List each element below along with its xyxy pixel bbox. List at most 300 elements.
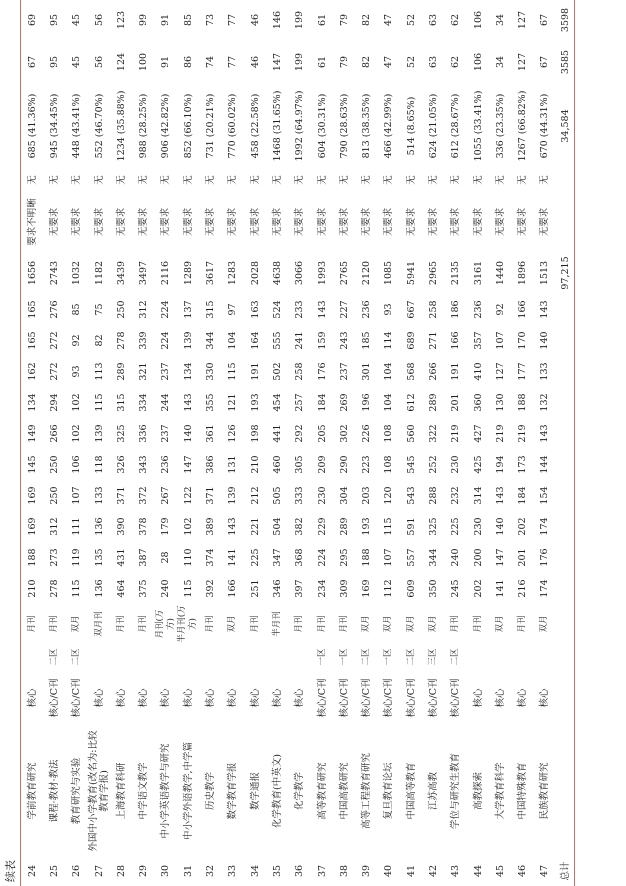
core-level: 核心 [26, 688, 38, 708]
count-percent: 945 (34.45%) [48, 93, 60, 159]
zone [289, 644, 311, 670]
mark: 无 [450, 175, 462, 185]
zone [155, 644, 177, 670]
year-count: 325 [427, 517, 439, 536]
zone [21, 644, 44, 670]
value-b: 199 [294, 10, 306, 30]
year-count: 169 [26, 486, 38, 505]
empty-cell [556, 670, 575, 726]
row-number: 32 [205, 864, 217, 878]
requirement: 无要求 [361, 207, 373, 237]
year-count: 224 [160, 300, 172, 319]
count-percent: 852 (66.10%) [182, 93, 194, 159]
empty-cell [556, 294, 575, 325]
journal-name: 大学教育科学 [494, 762, 506, 820]
requirement: 无要求 [249, 207, 261, 237]
table-row [422, 0, 444, 886]
table-row [110, 0, 132, 886]
frequency: 月刊 [294, 615, 305, 633]
value-b: 123 [115, 10, 127, 30]
year-count: 159 [316, 331, 328, 350]
year-count: 237 [160, 362, 172, 381]
requirement: 无要求 [427, 207, 439, 237]
core-level: 核心/C刊 [405, 678, 417, 718]
value-b: 63 [427, 13, 439, 27]
row-total: 1182 [93, 260, 105, 286]
value-a: 95 [48, 55, 60, 69]
year-count: 272 [48, 362, 60, 381]
year-count: 219 [494, 424, 506, 443]
row-total: 4638 [271, 260, 283, 286]
mark: 无 [316, 175, 328, 185]
value-a: 124 [115, 52, 127, 72]
value-b: 99 [138, 13, 150, 27]
year-count: 162 [26, 362, 38, 381]
mark: 无 [361, 175, 373, 185]
frequency: 双月 [361, 615, 372, 633]
value-b: 46 [249, 13, 261, 27]
frequency: 月刊 [26, 615, 37, 633]
year-count: 140 [494, 517, 506, 536]
count-percent: 813 (38.35%) [361, 93, 373, 159]
table-row [445, 0, 467, 886]
year-count: 193 [361, 517, 373, 536]
value-a: 74 [205, 55, 217, 69]
year-count: 113 [93, 362, 105, 381]
core-level: 核心 [182, 688, 194, 708]
count-percent: 552 (46.70%) [93, 93, 105, 159]
year-count: 464 [115, 579, 127, 598]
value-b: 73 [205, 13, 217, 27]
year-count: 360 [472, 393, 484, 412]
frequency: 月刊 [338, 615, 349, 633]
table-row [244, 0, 266, 886]
zone: 三区 [427, 648, 438, 666]
year-count: 143 [539, 300, 551, 319]
value-b: 45 [71, 13, 83, 27]
year-count: 106 [71, 455, 83, 474]
table-row [400, 0, 422, 886]
mark: 无 [539, 175, 551, 185]
journal-name: 中国特殊教育 [517, 762, 529, 820]
year-count: 201 [517, 548, 529, 567]
count-percent: 770 (60.02%) [227, 93, 239, 159]
year-count: 176 [539, 548, 551, 567]
year-count: 568 [405, 362, 417, 381]
year-count: 209 [316, 455, 328, 474]
row-total: 3161 [472, 260, 484, 286]
year-count: 240 [160, 579, 172, 598]
empty-cell [556, 511, 575, 542]
row-number: 27 [93, 864, 105, 878]
year-count: 115 [71, 579, 83, 598]
row-total: 1032 [71, 260, 83, 286]
year-count: 139 [227, 486, 239, 505]
journal-name: 化学教育(中英文) [271, 754, 283, 828]
row-number: 28 [115, 864, 127, 878]
row-total: 3497 [138, 260, 150, 286]
core-level: 核心/C刊 [450, 678, 462, 718]
table-row [199, 0, 221, 886]
year-count: 201 [450, 393, 462, 412]
year-count: 355 [205, 393, 217, 412]
year-count: 82 [93, 334, 105, 347]
year-count: 165 [26, 331, 38, 350]
count-percent: 336 (23.35%) [494, 93, 506, 159]
table-row [21, 0, 44, 886]
year-count: 97 [227, 303, 239, 316]
requirement: 无要求 [539, 207, 551, 237]
year-count: 427 [472, 424, 484, 443]
year-count: 557 [405, 548, 417, 567]
year-count: 111 [71, 517, 83, 536]
mark: 无 [205, 175, 217, 185]
table-row [88, 0, 110, 886]
value-a: 67 [539, 55, 551, 69]
year-count: 289 [338, 517, 350, 536]
year-count: 166 [227, 579, 239, 598]
year-count: 102 [182, 517, 194, 536]
year-count: 410 [472, 362, 484, 381]
journal-name: 高等教育研究 [316, 762, 328, 820]
year-count: 200 [472, 548, 484, 567]
value-a: 47 [383, 55, 395, 69]
year-count: 266 [48, 424, 60, 443]
year-count: 230 [472, 517, 484, 536]
core-level: 核心 [115, 688, 127, 708]
year-count: 186 [450, 300, 462, 319]
row-number: 47 [539, 864, 551, 878]
core-level: 核心 [472, 688, 484, 708]
year-count: 243 [338, 331, 350, 350]
year-count: 502 [271, 362, 283, 381]
table-row [222, 0, 244, 886]
year-count: 304 [338, 486, 350, 505]
zone [177, 644, 199, 670]
year-count: 191 [249, 362, 261, 381]
frequency: 月刊 [115, 615, 126, 633]
row-number: 35 [271, 864, 283, 878]
zone [244, 644, 266, 670]
year-count: 334 [138, 393, 150, 412]
value-a: 46 [249, 55, 261, 69]
year-count: 184 [316, 393, 328, 412]
zone [266, 644, 288, 670]
year-count: 141 [494, 579, 506, 598]
count-percent: 906 (42.82%) [160, 93, 172, 159]
empty-cell [556, 604, 575, 644]
year-count: 137 [182, 300, 194, 319]
year-count: 347 [271, 548, 283, 567]
year-count: 374 [205, 548, 217, 567]
count-percent: 612 (28.67%) [450, 93, 462, 159]
year-count: 164 [249, 331, 261, 350]
value-b: 95 [48, 13, 60, 27]
requirement: 无要求 [316, 207, 328, 237]
table-row [333, 0, 355, 886]
value-a: 82 [361, 55, 373, 69]
zone [132, 644, 154, 670]
core-level: 核心/C刊 [71, 678, 83, 718]
value-a: 34 [494, 55, 506, 69]
requirement: 无要求 [160, 207, 172, 237]
count-percent: 1267 (66.82%) [517, 90, 529, 162]
requirement: 无要求 [517, 207, 529, 237]
year-count: 368 [294, 548, 306, 567]
journal-name: 教育研究与实验 [71, 757, 83, 825]
value-a: 91 [160, 55, 172, 69]
value-a: 63 [427, 55, 439, 69]
empty-cell [556, 480, 575, 511]
count-percent: 514 (8.65%) [405, 96, 417, 156]
requirement: 无要求 [182, 207, 194, 237]
year-count: 289 [115, 362, 127, 381]
requirement: 无要求 [138, 207, 150, 237]
year-count: 194 [494, 455, 506, 474]
year-count: 139 [93, 424, 105, 443]
zone: 一区 [338, 648, 349, 666]
count-percent: 790 (28.63%) [338, 93, 350, 159]
year-count: 173 [517, 455, 529, 474]
table-body [21, 0, 575, 886]
year-count: 107 [494, 331, 506, 350]
year-count: 326 [115, 455, 127, 474]
row-number: 37 [316, 864, 328, 878]
journal-name: 数学通报 [249, 772, 261, 811]
year-count: 505 [271, 486, 283, 505]
journal-name: 中国高等教育 [405, 762, 417, 820]
value-b: 61 [316, 13, 328, 27]
year-count: 205 [316, 424, 328, 443]
value-a: 100 [138, 52, 150, 72]
year-count: 288 [427, 486, 439, 505]
year-count: 361 [205, 424, 217, 443]
year-count: 314 [472, 486, 484, 505]
row-number: 40 [383, 864, 395, 878]
year-count: 174 [539, 517, 551, 536]
row-total: 2135 [450, 260, 462, 286]
year-count: 294 [48, 393, 60, 412]
zone [222, 644, 244, 670]
requirement: 无要求 [494, 207, 506, 237]
frequency: 月刊 [450, 615, 461, 633]
core-level: 核心 [294, 688, 306, 708]
year-count: 188 [517, 393, 529, 412]
year-count: 163 [249, 300, 261, 319]
row-number: 31 [182, 864, 194, 878]
year-count: 237 [160, 424, 172, 443]
count-percent: 624 (21.05%) [427, 93, 439, 159]
year-count: 312 [138, 300, 150, 319]
year-count: 312 [48, 517, 60, 536]
frequency: 双月刊 [93, 611, 104, 637]
year-count: 237 [338, 362, 350, 381]
core-level: 核心/C刊 [427, 678, 439, 718]
year-count: 141 [227, 548, 239, 567]
frequency: 半月刊 [271, 611, 282, 637]
year-count: 612 [405, 393, 417, 412]
year-count: 198 [249, 424, 261, 443]
year-count: 119 [71, 548, 83, 567]
value-a: 106 [472, 52, 484, 72]
year-count: 278 [48, 579, 60, 598]
year-count: 120 [383, 486, 395, 505]
frequency: 月刊 [205, 615, 216, 633]
core-level: 核心 [539, 688, 551, 708]
year-count: 343 [138, 455, 150, 474]
row-number: 30 [160, 864, 172, 878]
year-count: 102 [71, 393, 83, 412]
table-caption: 续表 [4, 860, 17, 882]
year-count: 122 [182, 486, 194, 505]
year-count: 115 [227, 362, 239, 381]
row-number: 39 [361, 864, 373, 878]
year-count: 170 [517, 331, 529, 350]
year-count: 252 [427, 455, 439, 474]
year-count: 372 [138, 486, 150, 505]
year-count: 219 [517, 424, 529, 443]
year-count: 371 [205, 486, 217, 505]
zone: 二区 [361, 648, 372, 666]
year-count: 118 [93, 455, 105, 474]
year-count: 179 [160, 517, 172, 536]
row-number: 24 [26, 864, 38, 878]
year-count: 667 [405, 300, 417, 319]
year-count: 143 [182, 393, 194, 412]
table-row [467, 0, 489, 886]
mark: 无 [182, 175, 194, 185]
empty-cell [556, 726, 575, 856]
value-a: 62 [450, 55, 462, 69]
empty-cell [556, 644, 575, 670]
year-count: 258 [427, 300, 439, 319]
zone [467, 644, 489, 670]
value-a: 77 [227, 55, 239, 69]
year-count: 115 [383, 517, 395, 536]
year-count: 609 [405, 579, 417, 598]
year-count: 114 [383, 331, 395, 350]
journal-name: 高等工程教育研究 [361, 753, 373, 830]
value-a: 86 [182, 55, 194, 69]
year-count: 545 [405, 455, 417, 474]
count-percent: 466 (42.99%) [383, 93, 395, 159]
year-count: 165 [26, 300, 38, 319]
year-count: 108 [383, 455, 395, 474]
year-count: 524 [271, 300, 283, 319]
requirement: 无要求 [383, 207, 395, 237]
zone [512, 644, 534, 670]
year-count: 689 [405, 331, 417, 350]
year-count: 185 [361, 331, 373, 350]
count-percent: 988 (28.25%) [138, 93, 150, 159]
requirement: 无要求 [227, 207, 239, 237]
table-row [43, 0, 65, 886]
frequency: 月刊 [316, 615, 327, 633]
core-level: 核心/C刊 [383, 678, 395, 718]
year-count: 92 [494, 303, 506, 316]
year-count: 375 [138, 579, 150, 598]
year-count: 227 [338, 300, 350, 319]
year-count: 136 [93, 517, 105, 536]
year-count: 133 [539, 362, 551, 381]
core-level: 核心/C刊 [361, 678, 373, 718]
year-count: 230 [450, 455, 462, 474]
requirement: 无要求 [115, 207, 127, 237]
value-b: 146 [271, 10, 283, 30]
row-total: 1289 [182, 260, 194, 286]
year-count: 104 [383, 393, 395, 412]
value-b: 67 [539, 13, 551, 27]
year-count: 267 [160, 486, 172, 505]
year-count: 272 [48, 331, 60, 350]
year-count: 154 [539, 486, 551, 505]
year-count: 276 [48, 300, 60, 319]
year-count: 301 [361, 362, 373, 381]
mark: 无 [472, 175, 484, 185]
row-number: 26 [71, 864, 83, 878]
frequency: 双月 [383, 615, 394, 633]
core-level: 核心 [494, 688, 506, 708]
year-count: 325 [115, 424, 127, 443]
value-a: 52 [405, 55, 417, 69]
year-count: 188 [26, 548, 38, 567]
year-count: 250 [48, 455, 60, 474]
journal-name: 中小学外语教学,中学篇 [182, 741, 194, 841]
year-count: 131 [227, 455, 239, 474]
year-count: 330 [205, 362, 217, 381]
year-count: 555 [271, 331, 283, 350]
year-count: 251 [249, 579, 261, 598]
journal-name: 课程·教材·教法 [48, 759, 60, 823]
year-count: 212 [249, 486, 261, 505]
value-b: 106 [472, 10, 484, 30]
core-level: 核心 [249, 688, 261, 708]
year-count: 169 [26, 517, 38, 536]
row-total: 2028 [249, 260, 261, 286]
year-count: 221 [249, 517, 261, 536]
year-count: 139 [182, 331, 194, 350]
journal-name: 外国中小学教育(改名为:比较教育学报) [88, 730, 111, 852]
year-count: 104 [383, 362, 395, 381]
mark: 无 [494, 175, 506, 185]
year-count: 134 [182, 362, 194, 381]
year-count: 236 [361, 300, 373, 319]
zone: 二区 [405, 648, 416, 666]
year-count: 136 [93, 579, 105, 598]
count-percent: 1992 (64.97%) [294, 90, 306, 162]
mark: 无 [227, 175, 239, 185]
summary-count: 34,584 [559, 109, 571, 143]
zone [489, 644, 511, 670]
value-a: 61 [316, 55, 328, 69]
year-count: 184 [517, 486, 529, 505]
table-row [355, 0, 377, 886]
row-number: 34 [249, 864, 261, 878]
year-count: 386 [205, 455, 217, 474]
year-count: 107 [383, 548, 395, 567]
row-total: 3066 [294, 260, 306, 286]
table-row [155, 0, 177, 886]
count-percent: 1468 (31.65%) [271, 90, 283, 162]
mark: 无 [138, 175, 150, 185]
zone: 二区 [71, 648, 82, 666]
year-count: 169 [361, 579, 373, 598]
year-count: 219 [450, 424, 462, 443]
value-b: 77 [227, 13, 239, 27]
value-a: 199 [294, 52, 306, 72]
year-count: 145 [26, 455, 38, 474]
year-count: 250 [115, 300, 127, 319]
